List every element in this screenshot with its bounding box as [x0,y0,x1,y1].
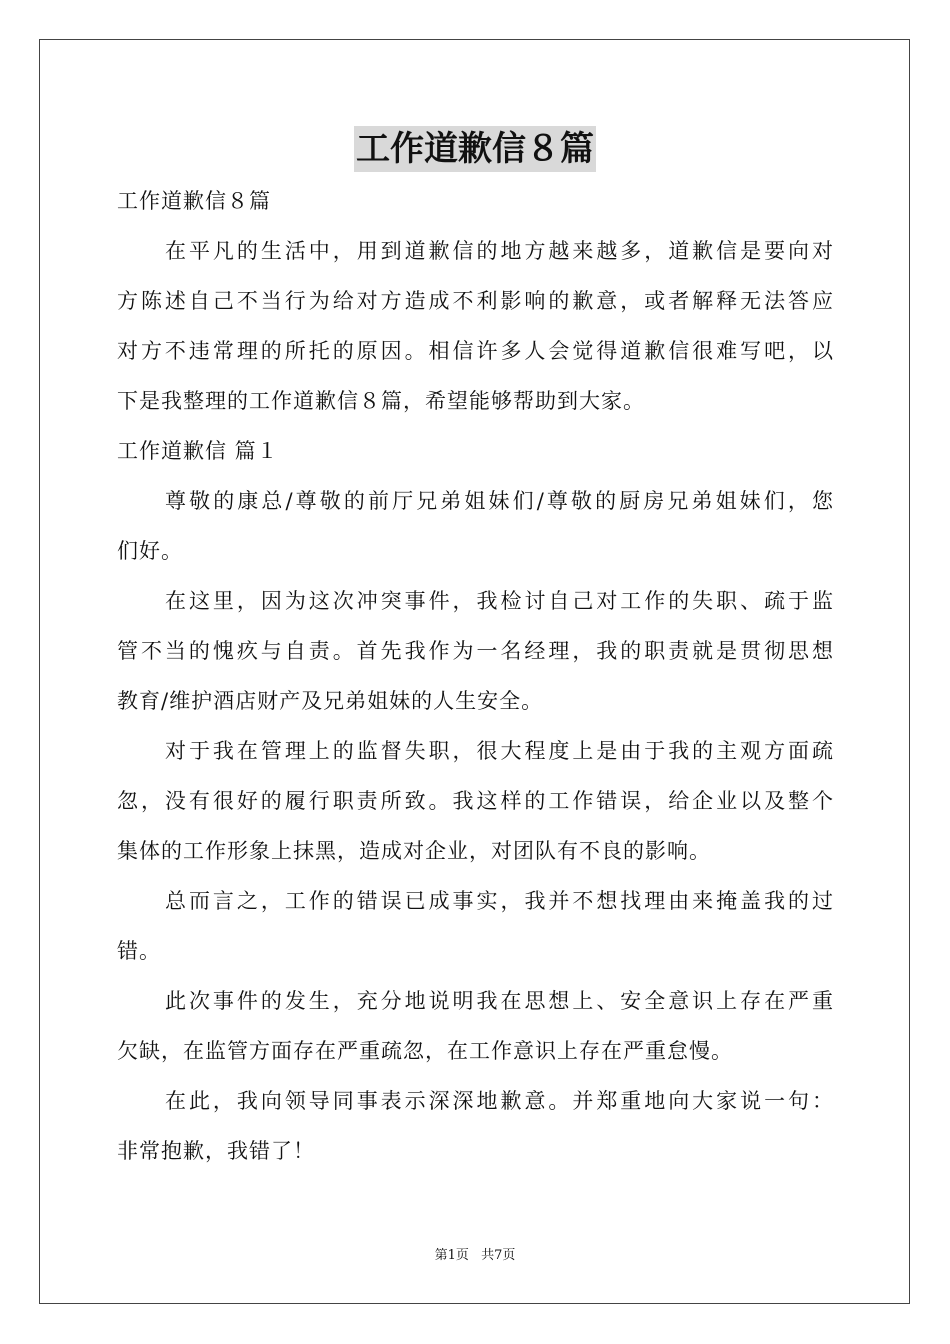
page-total: 共7页 [481,1248,516,1263]
text-line: 此次事件的发生，充分地说明我在思想上、安全意识上存在严重 [165,989,833,1013]
text-line: 工作道歉信 篇１ [117,439,279,463]
text-line: 在这里，因为这次冲突事件，我检讨自己对工作的失职、疏于监 [165,589,833,613]
text-line: 在平凡的生活中，用到道歉信的地方越来越多，道歉信是要向对 [165,239,833,263]
text-line: 对方不违常理的所托的原因。相信许多人会觉得道歉信很难写吧，以 [117,339,833,363]
text-line: 错。 [117,939,161,963]
text-line: 在此，我向领导同事表示深深地歉意。并郑重地向大家说一句： [165,1089,833,1113]
text-line: 欠缺，在监管方面存在严重疏忽，在工作意识上存在严重怠慢。 [117,1039,733,1063]
text-line: 们好。 [117,539,183,563]
text-line: 非常抱歉，我错了！ [117,1139,315,1163]
text-line: 方陈述自己不当行为给对方造成不利影响的歉意，或者解释无法答应 [117,289,833,313]
text-line: 工作道歉信８篇 [117,189,271,213]
text-line: 对于我在管理上的监督失职，很大程度上是由于我的主观方面疏 [165,739,833,763]
text-line: 下是我整理的工作道歉信８篇，希望能够帮助到大家。 [117,389,645,413]
text-line: 尊敬的康总/尊敬的前厅兄弟姐妹们/尊敬的厨房兄弟姐妹们，您 [165,489,833,513]
text-line: 集体的工作形象上抹黑，造成对企业，对团队有不良的影响。 [117,839,711,863]
page-number: 第1页 [434,1248,469,1263]
text-line: 教育/维护酒店财产及兄弟姐妹的人生安全。 [117,689,544,713]
page-footer [0,1246,950,1266]
text-line: 总而言之，工作的错误已成事实，我并不想找理由来掩盖我的过 [165,889,833,913]
document-body [117,176,833,1176]
text-line: 管不当的愧疚与自责。首先我作为一名经理，我的职责就是贯彻思想 [117,639,833,663]
text-line: 忽，没有很好的履行职责所致。我这样的工作错误，给企业以及整个 [117,789,833,813]
title-container [0,126,950,172]
document-title: 工作道歉信８篇 [354,126,596,172]
